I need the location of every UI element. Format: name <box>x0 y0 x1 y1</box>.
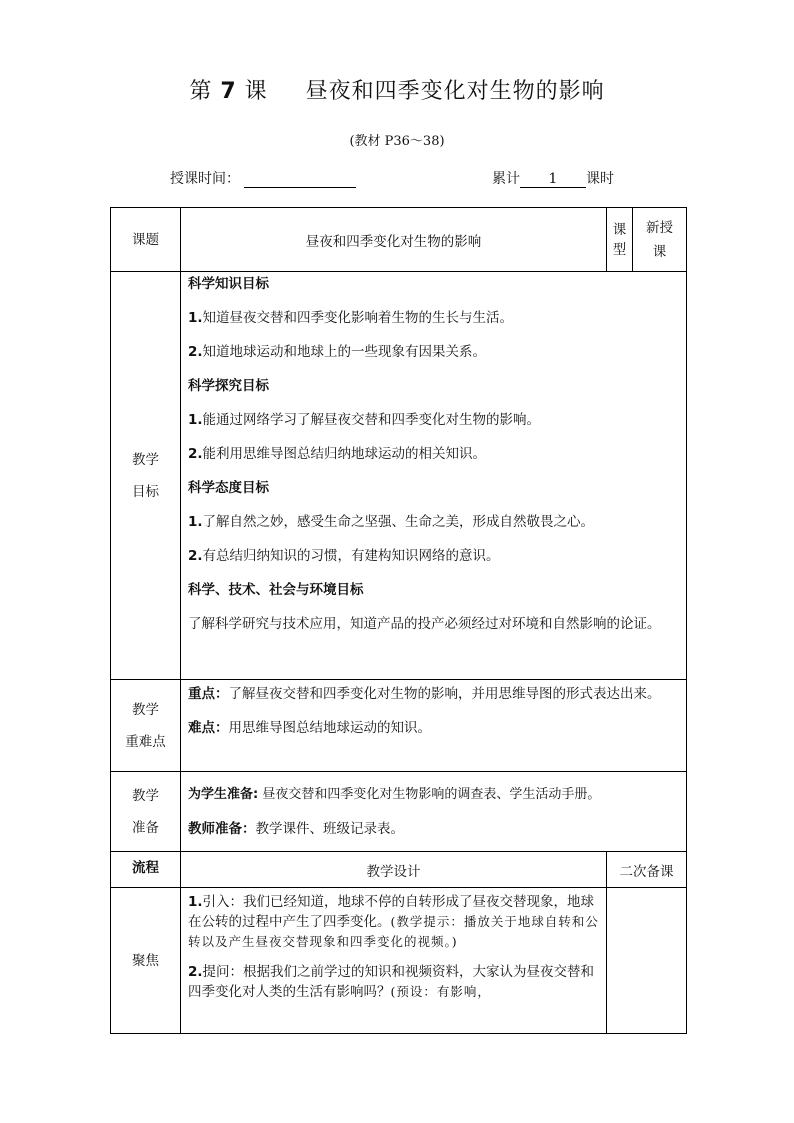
lesson-name: 昼夜和四季变化对生物的影响 <box>305 79 605 104</box>
focus-content <box>181 888 607 1034</box>
lesson-time-label: 授课时间： <box>170 171 240 187</box>
lesson-type-label: 课型 <box>607 208 633 272</box>
goal-heading: 科学态度目标 <box>188 480 269 496</box>
goals-label-1: 教学 <box>132 451 159 468</box>
topic-label: 课题 <box>111 208 181 272</box>
goal-heading: 科学探究目标 <box>188 378 269 394</box>
goal-item: 2.有总结归纳知识的习惯，有建构知识网络的意识。 <box>188 548 500 564</box>
goal-item: 1.知道昼夜交替和四季变化影响着生物的生长与生活。 <box>188 310 514 326</box>
key-points-label-1: 教学 <box>132 701 159 718</box>
focus-row <box>111 888 687 1034</box>
goal-heading: 科学知识目标 <box>188 276 269 292</box>
topic-value: 昼夜和四季变化对生物的影响 <box>181 208 607 272</box>
key-points-row <box>111 680 687 772</box>
focus-paragraph-1: 1.引入：我们已经知道，地球不停的自转形成了昼夜交替现象，地球在公转的过程中产生了四季变化。(教学提示：播放关于地球自转和公转以及产生昼夜交替现象和四季变化的视频。) <box>188 894 599 949</box>
page-title <box>0 74 794 105</box>
second-prep-header: 二次备课 <box>607 852 687 888</box>
difficult-point: 难点：用思维导图总结地球运动的知识。 <box>188 720 431 736</box>
preparation-label <box>111 772 181 852</box>
lesson-number: 7 <box>220 79 237 104</box>
preparation-label-2: 准备 <box>132 819 159 836</box>
student-preparation: 为学生准备: 昼夜交替和四季变化对生物影响的调查表、学生活动手册。 <box>188 786 601 802</box>
design-header-row <box>111 852 687 888</box>
title-prefix: 第 <box>189 79 213 104</box>
key-points-content <box>181 680 687 772</box>
topic-row <box>111 208 687 272</box>
goal-item: 2.能利用思维导图总结归纳地球运动的相关知识。 <box>188 446 487 462</box>
preparation-content <box>181 772 687 852</box>
flow-header: 流程 <box>111 852 181 888</box>
lesson-count-value: 1 <box>520 171 586 188</box>
focus-second-prep <box>607 888 687 1034</box>
goals-row <box>111 272 687 680</box>
preparation-label-1: 教学 <box>132 787 159 804</box>
goals-label-2: 目标 <box>132 483 159 500</box>
goal-item: 2.知道地球运动和地球上的一些现象有因果关系。 <box>188 344 487 360</box>
goals-content <box>181 272 687 680</box>
goals-label <box>111 272 181 680</box>
design-header: 教学设计 <box>181 852 607 888</box>
textbook-reference: (教材 P36～38) <box>349 134 445 149</box>
focus-label: 聚焦 <box>111 888 181 1034</box>
focus-paragraph-2: 2.提问：根据我们之前学过的知识和视频资料，大家认为昼夜交替和四季变化对人类的生活有影响吗？(预设：有影响， <box>188 964 595 1000</box>
lesson-time-blank <box>244 173 356 188</box>
goal-heading: 科学、技术、社会与环境目标 <box>188 582 364 598</box>
title-lesson: 课 <box>244 79 268 104</box>
goal-item: 1.能通过网络学习了解昼夜交替和四季变化对生物的影响。 <box>188 412 541 428</box>
teacher-preparation: 教师准备：教学课件、班级记录表。 <box>188 820 404 837</box>
goal-item: 了解科学研究与技术应用，知道产品的投产必须经过对环境和自然影响的论证。 <box>188 616 661 632</box>
key-points-label <box>111 680 181 772</box>
preparation-row <box>111 772 687 852</box>
lesson-time <box>170 168 356 188</box>
lesson-plan-table <box>110 207 687 1034</box>
lesson-count-unit: 课时 <box>586 171 614 187</box>
key-point: 重点：了解昼夜交替和四季变化对生物的影响，并用思维导图的形式表达出来。 <box>188 686 661 702</box>
lesson-type-value: 新授课 <box>633 208 687 272</box>
lesson-count-label: 累计 <box>492 171 520 187</box>
lesson-count <box>492 168 614 188</box>
goal-item: 1.了解自然之妙，感受生命之坚强、生命之美，形成自然敬畏之心。 <box>188 514 595 530</box>
key-points-label-2: 重难点 <box>125 733 166 750</box>
